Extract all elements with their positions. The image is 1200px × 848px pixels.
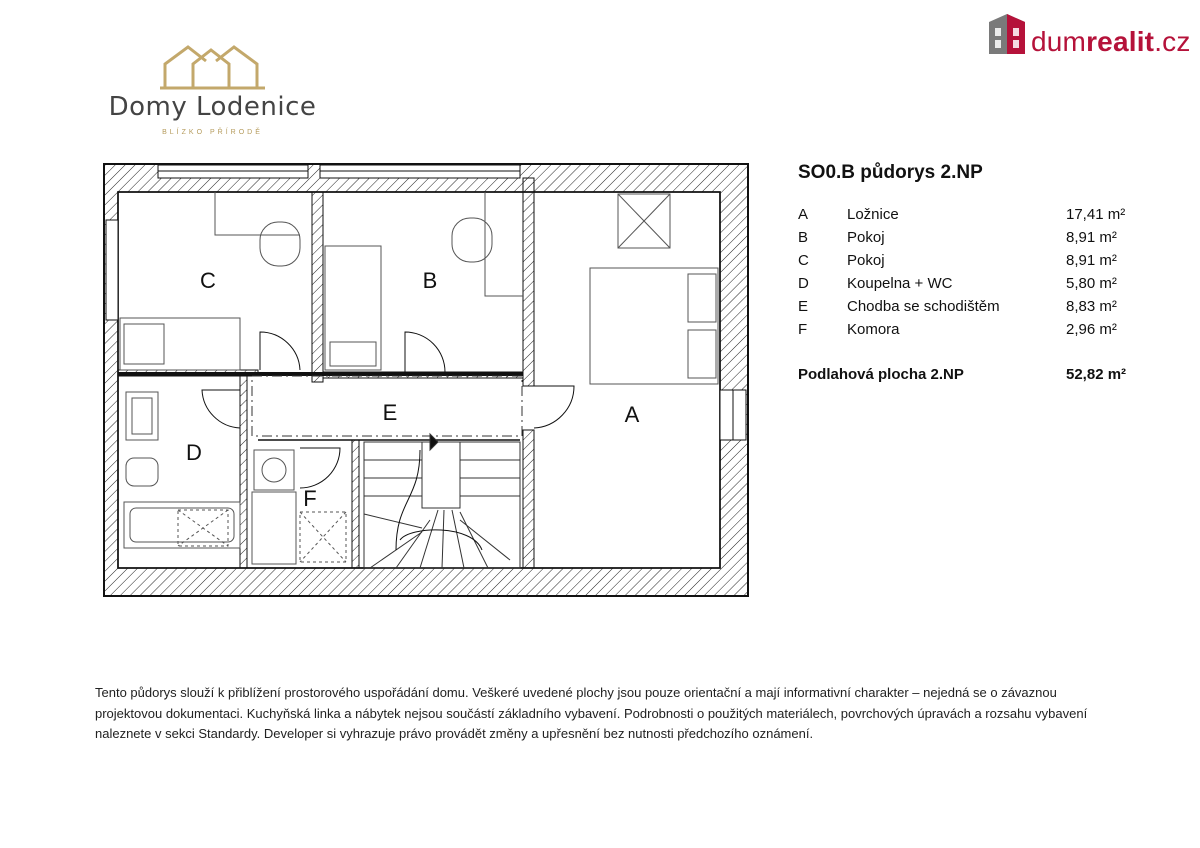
room-label-e: E xyxy=(382,400,398,425)
room-label-b: B xyxy=(422,268,438,293)
dumrealit-logo[interactable] xyxy=(985,12,1190,60)
total-area-value: 52,82 m² xyxy=(1066,366,1127,383)
legend-room-area: 2,96 m² xyxy=(1066,321,1117,338)
legend-room-area: 5,80 m² xyxy=(1066,275,1117,292)
legend-key: B xyxy=(798,229,809,246)
brand-wordmark xyxy=(1031,26,1191,58)
window-right xyxy=(720,390,746,440)
legend-room-name: Chodba se schodištěm xyxy=(847,298,1000,315)
room-d-furniture xyxy=(124,392,240,548)
room-label-c: C xyxy=(200,268,216,293)
legend-room-area: 17,41 m² xyxy=(1066,206,1126,223)
domy-lodenice-logo xyxy=(105,42,320,152)
room-label-a: A xyxy=(624,402,640,427)
legend-row xyxy=(798,298,1148,321)
room-label-f: F xyxy=(303,486,317,511)
room-f-furniture xyxy=(252,450,346,564)
disclaimer-text: Tento půdorys slouží k přiblížení prostorového uspořádání domu. Veškeré uvedené plochy jsou pouze orientační a mají informativní charakter – nejedná se o závaznou projektovou dokumentaci. Kuchyňská linka a nábytek nejsou součástí základního vybavení. Podrobnosti o použitých materiálech, povrchových úpravách a rozsahu vybavení naleznete v sekci Standardy. Developer si vyhrazuje právo provádět změny a upřesnění bez nutnosti předchozího oznámení. xyxy=(95,685,1088,741)
legend-row xyxy=(798,229,1148,252)
brand-part-2: realit xyxy=(1086,26,1155,57)
legend-row xyxy=(798,252,1148,275)
brand-part-1: dum xyxy=(1031,26,1087,57)
legend-row xyxy=(798,321,1148,344)
legend-key: A xyxy=(798,206,809,223)
total-area-label: Podlahová plocha 2.NP xyxy=(798,366,964,383)
legend-room-area: 8,91 m² xyxy=(1066,252,1117,269)
room-label-d: D xyxy=(186,440,202,465)
legend-key: E xyxy=(798,298,809,315)
legend-room-area: 8,83 m² xyxy=(1066,298,1117,315)
legend-key: D xyxy=(798,275,809,292)
houses-outline-icon xyxy=(105,42,320,92)
legend-room-name: Komora xyxy=(847,321,900,338)
staircase xyxy=(364,434,520,568)
wall-line xyxy=(118,372,523,376)
room-legend xyxy=(798,162,1148,389)
logo-subtitle: BLÍZKO PŘÍRODĚ xyxy=(162,129,263,136)
logo-title: Domy Lodenice xyxy=(108,92,317,122)
brand-part-3: .cz xyxy=(1154,26,1191,57)
legend-title: SO0.B půdorys 2.NP xyxy=(798,162,983,183)
legend-room-name: Ložnice xyxy=(847,206,899,223)
floor-plan-drawing xyxy=(100,160,752,600)
legend-room-name: Koupelna + WC xyxy=(847,275,953,292)
legend-row xyxy=(798,275,1148,298)
legend-key: F xyxy=(798,321,808,338)
legend-key: C xyxy=(798,252,809,269)
building-icon xyxy=(987,12,1027,56)
window-left xyxy=(106,220,118,320)
legend-row xyxy=(798,206,1148,229)
windows-top xyxy=(158,165,520,178)
legend-room-name: Pokoj xyxy=(847,252,885,269)
legend-room-name: Pokoj xyxy=(847,229,885,246)
legend-total-row xyxy=(798,366,1148,389)
legend-room-area: 8,91 m² xyxy=(1066,229,1117,246)
room-a-furniture xyxy=(590,194,718,384)
